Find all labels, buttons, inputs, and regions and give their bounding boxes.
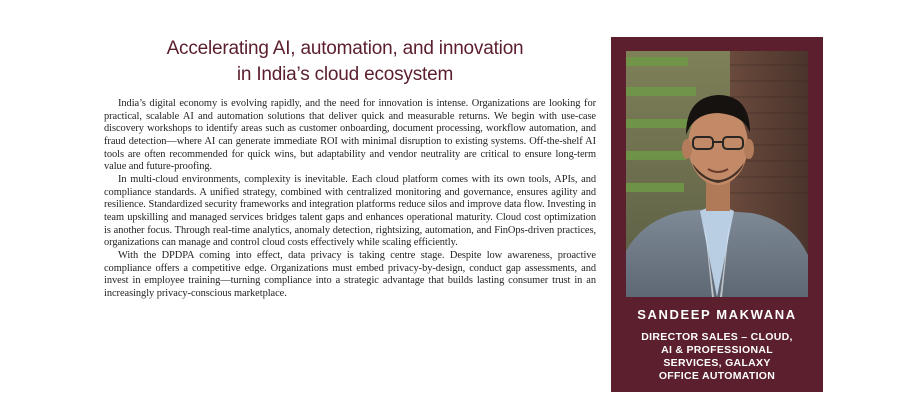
article-paragraph-2: In multi-cloud environments, complexity is inevitable. Each cloud platform comes with its own tools, APIs, and compliance standards. A unified strategy, combined with centralized monitoring and governance, ensures agility and resilience. Standardized security frameworks and integration platforms reduce silos and improve data flow. Investing in team upskilling and managed services bridges talent gaps and enhances operational maturity. Cloud cost optimization is another focus. Through real-time analytics, anomaly detection, rightsizing, automation, and FinOps-driven practices, organizations can manage and control cloud costs effectively while scaling efficiently. <box>104 173 596 249</box>
article-body <box>104 98 596 301</box>
profile-title-line-4: OFFICE AUTOMATION <box>658 370 776 382</box>
headline-line-1: Accelerating AI, automation, and innovation <box>166 38 524 59</box>
article-headline <box>100 36 590 88</box>
portrait-illustration <box>626 51 808 297</box>
headline-line-2: in India’s cloud ecosystem <box>236 64 454 85</box>
profile-panel <box>611 37 823 392</box>
profile-title-line-1: DIRECTOR SALES – CLOUD, <box>641 331 793 343</box>
article-paragraph-1: India’s digital economy is evolving rapidly, and the need for innovation is intense. Organizations are looking for practical, scalable AI and automation solutions that deliver quick and measurable returns. We begin with use-case discovery workshops to identify areas such as customer onboarding, document processing, workflow automation, and fraud detection—where AI can generate immediate ROI with minimal disruption to existing systems. Off-the-shelf AI tools are often recommended for quick wins, but adaptability and vendor neutrality are critical to ensure long-term value and future-proofing. <box>104 98 596 173</box>
profile-title-line-2: AI & PROFESSIONAL <box>661 344 773 356</box>
profile-name: SANDEEP MAKWANA <box>637 307 797 322</box>
profile-photo <box>626 51 808 297</box>
article-paragraph-3: With the DPDPA coming into effect, data privacy is taking centre stage. Despite low awareness, proactive compliance offers a competitive edge. Organizations must embed privacy-by-design, conduct gap assessments, and invest in employee training—turning compliance into a strategic advantage that builds lasting consumer trust in an increasingly privacy-conscious marketplace. <box>104 249 596 299</box>
profile-title-line-3: SERVICES, GALAXY <box>663 357 771 369</box>
profile-title <box>619 331 815 383</box>
